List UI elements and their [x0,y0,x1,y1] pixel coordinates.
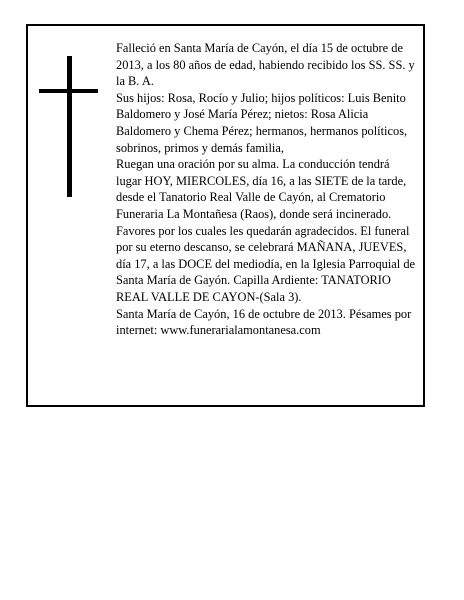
cross-horizontal-bar [39,89,98,93]
date-and-condolences: Santa María de Cayón, 16 de octubre de 2013. Pésames por internet: www.funerarialamontanesa.com [116,306,412,338]
cross-icon [28,26,108,206]
death-announcement: Falleció en Santa María de Cayón, el día 15 de octubre de 2013, a los 80 años de edad, habiendo recibido los SS. SS. y la B. A. [116,41,415,89]
funeral-details: Ruegan una oración por su alma. La conducción tendrá lugar HOY, MIERCOLES, día 16, a las SIETE de la tarde, desde el Tanatorio Real Valle de Cayón, al Crematorio Funeraria La Montañesa (Raos), donde será incinerado. Favores por los cuales les quedarán agradecidos. El funeral por su eterno descanso, se celebrará MAÑANA, JUEVES, día 17, a las DOCE del mediodía, en la Iglesia Parroquial de Santa María de Gayón. Capilla Ardiente: TANATORIO REAL VALLE DE CAYON-(Sala 3). [116,157,416,304]
family-list: Sus hijos: Rosa, Rocío y Julio; hijos políticos: Luis Benito Baldomero y José María Pérez; nietos: Rosa Alicia Baldomero y Chema Pérez; hermanos, hermanos políticos, sobrinos, primos y demás familia, [116,90,408,155]
obituary-notice [26,24,425,407]
cross-vertical-bar [67,56,72,197]
obituary-text [116,40,418,339]
